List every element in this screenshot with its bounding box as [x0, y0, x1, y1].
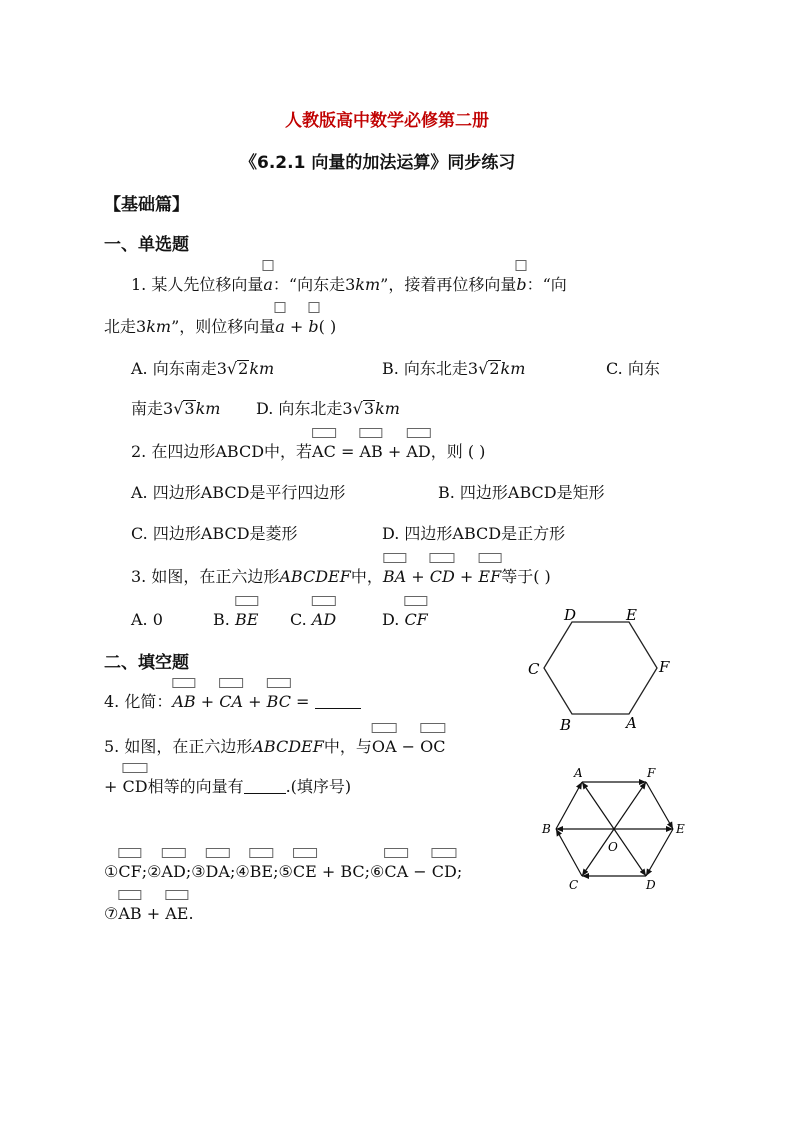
document-subtitle: 《6.2.1 向量的加法运算》同步练习 — [240, 153, 516, 173]
vector-BA: BA — [383, 566, 406, 588]
q2-option-b[interactable]: B. 四边形ABCD是矩形 — [438, 483, 605, 502]
vector-a: a — [263, 274, 273, 296]
vector-OA: OA — [372, 736, 397, 758]
vector-b: b — [516, 274, 526, 296]
q5-choices-line-1: ① CF;② AD;③ DA;④ BE;⑤ CE + BC;⑥ CA − CD; — [104, 861, 462, 883]
q1-text: 1. 某人先位移向量 — [131, 275, 264, 294]
vector-EF: EF — [478, 566, 501, 588]
fig1-label-F: F — [659, 658, 670, 676]
fig1-label-D: D — [564, 606, 577, 624]
fig1-label-C: C — [528, 660, 540, 678]
vector-CA: CA — [219, 691, 243, 713]
vector-AC: AC — [312, 441, 336, 463]
vector-AD: AD — [161, 861, 185, 883]
fig1-label-E: E — [626, 606, 637, 624]
q2-option-a[interactable]: A. 四边形ABCD是平行四边形 — [131, 483, 346, 502]
fig1-label-A: A — [626, 714, 637, 732]
question-5-line-1: 5. 如图，在正六边形ABCDEF中，与 OA − OC — [104, 736, 445, 758]
q3-option-d[interactable]: D. CF — [382, 609, 428, 631]
vector-CF: CF — [404, 609, 427, 631]
q1-option-b[interactable]: B. 向东北走3√2km — [382, 359, 526, 378]
vector-CA: CA — [384, 861, 408, 883]
vector-BC: BC — [267, 691, 291, 713]
vector-AB: AB — [172, 691, 195, 713]
question-1-line-1: 1. 某人先位移向量 a：“向东走3km”，接着再位移向量 b：“向 — [131, 274, 567, 296]
document-title: 人教版高中数学必修第二册 — [285, 111, 489, 131]
section-single-choice: 一、单选题 — [104, 235, 189, 255]
q2-option-c[interactable]: C. 四边形ABCD是菱形 — [131, 524, 298, 543]
question-4: 4. 化简： AB + CA + BC = — [104, 691, 361, 713]
fig2-label-O: O — [608, 840, 618, 854]
q3-option-a[interactable]: A. 0 — [131, 610, 163, 629]
q3-option-c[interactable]: C. AD — [290, 609, 336, 631]
vector-CE: CE — [293, 861, 317, 883]
vector-CF: CF — [118, 861, 141, 883]
q3-option-b[interactable]: B. BE — [213, 609, 258, 631]
vector-BE: BE — [235, 609, 258, 631]
vector-AD: AD — [406, 441, 430, 463]
fig2-label-F: F — [647, 766, 656, 780]
vector-AB: AB — [118, 903, 141, 925]
fig2-label-B: B — [542, 822, 551, 836]
question-3: 3. 如图，在正六边形ABCDEF中， BA + CD + EF等于( ) — [131, 566, 551, 588]
fig2-label-A: A — [574, 766, 583, 780]
q1-option-c-cont[interactable]: 南走3√3km — [131, 399, 221, 418]
fig1-label-B: B — [560, 716, 572, 734]
q4-answer-blank[interactable] — [315, 692, 361, 709]
hexagon-figure-2 — [536, 762, 696, 897]
vector-CD: CD — [430, 566, 455, 588]
hexagon-figure-1 — [524, 602, 674, 737]
q1-option-a[interactable]: A. 向东南走3√2km — [131, 359, 275, 378]
vector-b: b — [308, 316, 318, 338]
vector-a: a — [275, 316, 285, 338]
vector-BE: BE — [250, 861, 273, 883]
vector-CD: CD — [432, 861, 457, 883]
question-1-line-2: 北走3km”，则位移向量 a + b( ) — [104, 316, 336, 338]
vector-DA: DA — [206, 861, 230, 883]
fig2-label-C: C — [569, 878, 579, 892]
unit-km: km — [355, 275, 381, 294]
q1-option-d[interactable]: D. 向东北走3√3km — [256, 399, 400, 418]
vector-OC: OC — [420, 736, 445, 758]
fig2-label-E: E — [676, 822, 685, 836]
section-fill-blank: 二、填空题 — [104, 653, 189, 673]
q5-answer-blank[interactable] — [244, 777, 286, 794]
q2-option-d[interactable]: D. 四边形ABCD是正方形 — [382, 524, 566, 543]
vector-AE: AE — [165, 903, 188, 925]
fig2-label-D: D — [646, 878, 656, 892]
question-2: 2. 在四边形ABCD中，若 AC = AB + AD，则 ( ) — [131, 441, 485, 463]
q5-choices-line-2: ⑦ AB + AE. — [104, 903, 194, 925]
part-label: 【基础篇】 — [104, 195, 189, 215]
question-5-line-2: + CD相等的向量有 .(填序号) — [104, 776, 351, 798]
vector-AB: AB — [359, 441, 382, 463]
q1-option-c[interactable]: C. 向东 — [606, 359, 660, 378]
vector-CD: CD — [123, 776, 148, 798]
vector-AD: AD — [312, 609, 336, 631]
